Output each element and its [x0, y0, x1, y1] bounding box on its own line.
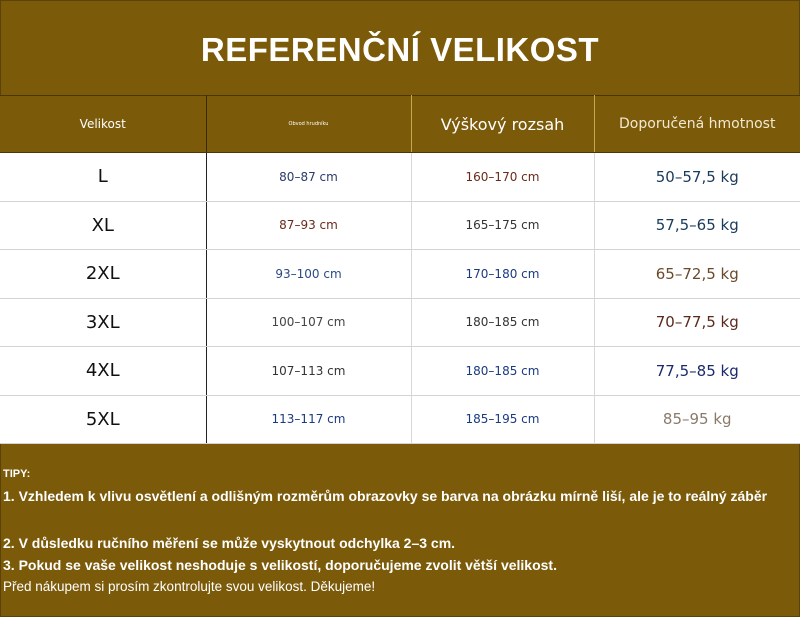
weight-cell: 50–57,5 kg: [594, 153, 800, 202]
chest-cell: 107–113 cm: [206, 347, 411, 396]
chest-cell: 113–117 cm: [206, 395, 411, 444]
chest-cell: 80–87 cm: [206, 153, 411, 202]
header-height: Výškový rozsah: [411, 96, 594, 153]
table-row: [0, 347, 800, 396]
height-cell: 180–185 cm: [411, 298, 594, 347]
tip-4: Před nákupem si prosím zkontrolujte svou velikost. Děkujeme!: [3, 579, 376, 594]
tips-section: [0, 442, 800, 617]
height-cell: 185–195 cm: [411, 395, 594, 444]
header-chest: Obvod hrudníku: [206, 96, 411, 153]
height-cell: 165–175 cm: [411, 201, 594, 250]
size-cell: 2XL: [0, 250, 206, 299]
size-cell: 3XL: [0, 298, 206, 347]
weight-cell: 77,5–85 kg: [594, 347, 800, 396]
weight-cell: 65–72,5 kg: [594, 250, 800, 299]
table-row: [0, 298, 800, 347]
weight-cell: 70–77,5 kg: [594, 298, 800, 347]
page-title: REFERENČNÍ VELIKOST: [200, 30, 600, 68]
size-chart-table: [0, 95, 800, 444]
chest-cell: 87–93 cm: [206, 201, 411, 250]
size-cell: 5XL: [0, 395, 206, 444]
tip-3: 3. Pokud se vaše velikost neshoduje s velikostí, doporučujeme zvolit větší velikost.: [3, 557, 557, 573]
weight-cell: 57,5–65 kg: [594, 201, 800, 250]
tip-1: 1. Vzhledem k vlivu osvětlení a odlišným rozměrům obrazovky se barva na obrázku mírně liší, ale je to reálný záběr: [3, 488, 768, 504]
table-row: [0, 250, 800, 299]
size-cell: XL: [0, 201, 206, 250]
table-header-row: [0, 96, 800, 153]
size-cell: L: [0, 153, 206, 202]
header-size: Velikost: [0, 96, 206, 153]
table-row: [0, 395, 800, 444]
chest-cell: 100–107 cm: [206, 298, 411, 347]
weight-cell: 85–95 kg: [594, 395, 800, 444]
height-cell: 160–170 cm: [411, 153, 594, 202]
tips-label: TIPY:: [3, 468, 31, 480]
height-cell: 180–185 cm: [411, 347, 594, 396]
chest-cell: 93–100 cm: [206, 250, 411, 299]
height-cell: 170–180 cm: [411, 250, 594, 299]
header-weight: Doporučená hmotnost: [594, 96, 800, 153]
tip-2: 2. V důsledku ručního měření se může vyskytnout odchylka 2–3 cm.: [3, 535, 456, 551]
table-row: [0, 153, 800, 202]
table-row: [0, 201, 800, 250]
size-cell: 4XL: [0, 347, 206, 396]
